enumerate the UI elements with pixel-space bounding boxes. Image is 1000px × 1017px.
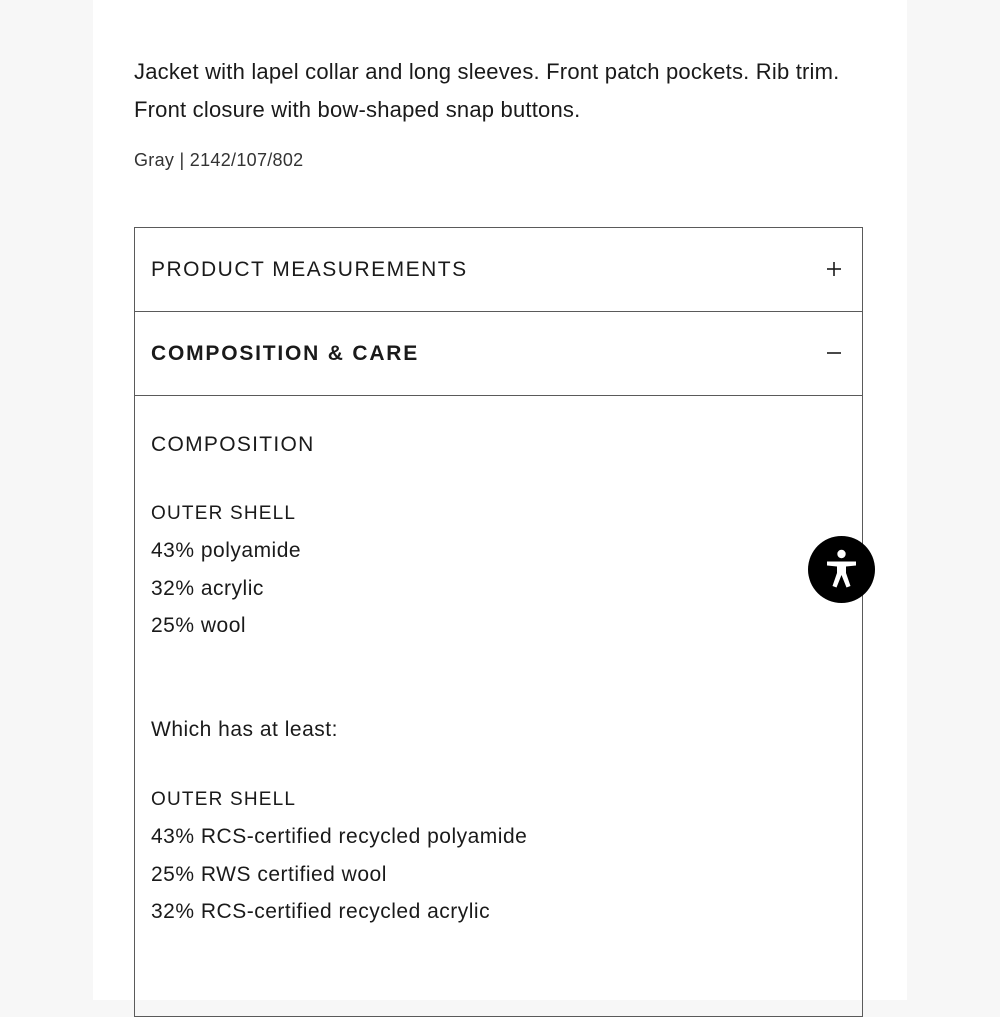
certified-material-line: 43% RCS-certified recycled polyamide	[151, 825, 528, 848]
accordion-title: COMPOSITION & CARE	[151, 342, 420, 365]
accordion-composition-care[interactable]	[135, 312, 862, 396]
product-info-accordion	[134, 227, 863, 1017]
material-line: 43% polyamide	[151, 539, 302, 562]
certified-material-line: 25% RWS certified wool	[151, 863, 387, 886]
composition-heading: COMPOSITION	[151, 433, 315, 456]
accessibility-button[interactable]	[808, 536, 875, 603]
accordion-product-measurements[interactable]	[135, 228, 862, 312]
certified-outer-shell-label: OUTER SHELL	[151, 789, 297, 810]
certified-material-line: 32% RCS-certified recycled acrylic	[151, 900, 491, 923]
accessibility-person-icon	[808, 536, 875, 603]
at-least-label: Which has at least:	[151, 718, 338, 741]
product-details-page	[93, 0, 907, 1000]
material-line: 32% acrylic	[151, 577, 264, 600]
product-description: Jacket with lapel collar and long sleeves. Front patch pockets. Rib trim. Front closure with bow-shaped snap buttons.	[134, 59, 840, 122]
minus-icon[interactable]	[824, 343, 844, 363]
product-color-reference: Gray | 2142/107/802	[134, 150, 304, 170]
plus-icon[interactable]	[824, 259, 844, 279]
outer-shell-label: OUTER SHELL	[151, 503, 297, 524]
material-line: 25% wool	[151, 614, 247, 637]
accordion-title: PRODUCT MEASUREMENTS	[151, 258, 468, 281]
